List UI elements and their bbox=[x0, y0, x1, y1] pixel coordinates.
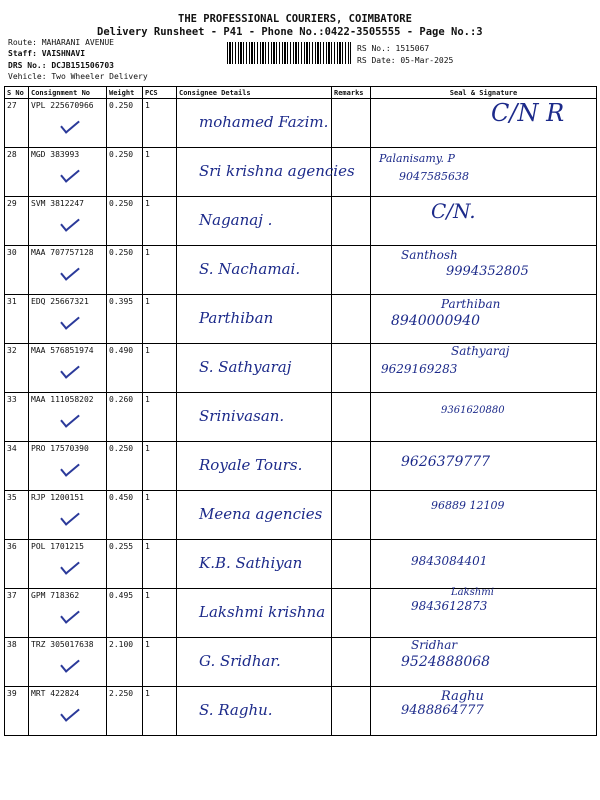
remarks-cell bbox=[332, 589, 371, 638]
table-row bbox=[5, 295, 597, 344]
signature-handwriting: 96889 12109 bbox=[431, 499, 505, 512]
weight-cell: 0.250 bbox=[107, 148, 143, 197]
table-row bbox=[5, 638, 597, 687]
checkmark-icon bbox=[60, 311, 80, 329]
weight-cell: 0.250 bbox=[107, 442, 143, 491]
consignment-cell bbox=[29, 687, 107, 736]
signature-handwriting: 8940000940 bbox=[391, 313, 481, 329]
consignment-number: MAA 576851974 bbox=[31, 346, 94, 355]
remarks-cell bbox=[332, 491, 371, 540]
signature-handwriting: Parthiban bbox=[441, 297, 501, 311]
signature-cell bbox=[371, 148, 597, 197]
consignment-number: VPL 225670966 bbox=[31, 101, 94, 110]
weight-cell: 0.395 bbox=[107, 295, 143, 344]
table-header-row bbox=[5, 87, 597, 99]
remarks-cell bbox=[332, 246, 371, 295]
signature-cell bbox=[371, 344, 597, 393]
checkmark-icon bbox=[60, 164, 80, 182]
consignment-number: EDQ 25667321 bbox=[31, 297, 89, 306]
serial-number-cell: 34 bbox=[5, 442, 29, 491]
col-header: Consignment No bbox=[29, 87, 107, 99]
signature-handwriting: Lakshmi bbox=[451, 587, 494, 598]
signature-cell bbox=[371, 687, 597, 736]
weight-cell: 0.450 bbox=[107, 491, 143, 540]
pcs-cell: 1 bbox=[143, 589, 177, 638]
consignee-cell bbox=[177, 442, 332, 491]
consignee-cell bbox=[177, 246, 332, 295]
consignment-cell bbox=[29, 295, 107, 344]
table-row bbox=[5, 540, 597, 589]
consignment-cell bbox=[29, 638, 107, 687]
consignee-handwriting: Meena agencies bbox=[199, 505, 323, 523]
serial-number-cell: 32 bbox=[5, 344, 29, 393]
consignee-handwriting: Royale Tours. bbox=[199, 456, 303, 474]
checkmark-icon bbox=[60, 605, 80, 623]
consignment-cell bbox=[29, 540, 107, 589]
signature-handwriting: 9843612873 bbox=[411, 599, 488, 613]
consignee-cell bbox=[177, 491, 332, 540]
serial-number-cell: 30 bbox=[5, 246, 29, 295]
consignee-cell bbox=[177, 393, 332, 442]
signature-handwriting: 9626379777 bbox=[401, 454, 491, 470]
signature-handwriting: 9361620880 bbox=[441, 405, 505, 416]
pcs-cell: 1 bbox=[143, 393, 177, 442]
consignee-handwriting: Sri krishna agencies bbox=[199, 162, 355, 180]
serial-number-cell: 29 bbox=[5, 197, 29, 246]
consignment-cell bbox=[29, 148, 107, 197]
signature-handwriting: 9488864777 bbox=[401, 703, 484, 718]
consignment-cell bbox=[29, 99, 107, 148]
remarks-cell bbox=[332, 295, 371, 344]
table-row bbox=[5, 491, 597, 540]
pcs-cell: 1 bbox=[143, 540, 177, 589]
consignee-handwriting: mohamed Fazim. bbox=[199, 113, 329, 131]
consignment-cell bbox=[29, 393, 107, 442]
consignment-number: RJP 1200151 bbox=[31, 493, 84, 502]
pcs-cell: 1 bbox=[143, 295, 177, 344]
consignment-number: GPM 718362 bbox=[31, 591, 80, 600]
consignee-cell bbox=[177, 589, 332, 638]
consignee-cell bbox=[177, 99, 332, 148]
consignee-cell bbox=[177, 295, 332, 344]
pcs-cell: 1 bbox=[143, 246, 177, 295]
consignee-cell bbox=[177, 148, 355, 197]
table-row bbox=[5, 99, 597, 148]
table-row bbox=[5, 589, 597, 638]
remarks-cell bbox=[332, 687, 371, 736]
weight-cell: 0.495 bbox=[107, 589, 143, 638]
serial-number-cell: 38 bbox=[5, 638, 29, 687]
signature-handwriting: 9629169283 bbox=[381, 362, 458, 376]
signature-cell bbox=[371, 197, 597, 246]
pcs-cell: 1 bbox=[143, 638, 177, 687]
serial-number-cell: 28 bbox=[5, 148, 29, 197]
table-row bbox=[5, 344, 597, 393]
signature-handwriting: Sathyaraj bbox=[451, 344, 510, 358]
consignee-cell bbox=[177, 197, 332, 246]
consignee-cell bbox=[177, 638, 332, 687]
remarks-cell bbox=[332, 393, 371, 442]
col-header: Consignee Details bbox=[177, 87, 332, 99]
signature-handwriting: Santhosh bbox=[401, 248, 458, 262]
signature-handwriting: Raghu bbox=[441, 689, 484, 704]
route-text: Route: MAHARANI AVENUE bbox=[8, 38, 114, 47]
signature-cell bbox=[371, 246, 597, 295]
signature-handwriting: Palanisamy. P bbox=[379, 152, 455, 165]
table-row bbox=[5, 687, 597, 736]
consignee-handwriting: G. Sridhar. bbox=[199, 652, 281, 670]
consignment-cell bbox=[29, 442, 107, 491]
weight-cell: 0.250 bbox=[107, 197, 143, 246]
table-row bbox=[5, 148, 597, 197]
serial-number-cell: 39 bbox=[5, 687, 29, 736]
consignment-number: MAA 111058202 bbox=[31, 395, 94, 404]
consignee-cell bbox=[177, 540, 332, 589]
col-header: Weight bbox=[107, 87, 143, 99]
signature-handwriting: 9047585638 bbox=[399, 170, 469, 183]
company-name: THE PROFESSIONAL COURIERS, COIMBATORE bbox=[178, 13, 412, 25]
checkmark-icon bbox=[60, 115, 80, 133]
consignee-handwriting: K.B. Sathiyan bbox=[199, 554, 303, 572]
signature-cell bbox=[371, 295, 597, 344]
signature-handwriting: 9843084401 bbox=[411, 554, 488, 568]
col-header: PCS bbox=[143, 87, 177, 99]
serial-number-cell: 33 bbox=[5, 393, 29, 442]
consignee-handwriting: Srinivasan. bbox=[199, 407, 285, 425]
consignee-cell bbox=[177, 687, 332, 736]
checkmark-icon bbox=[60, 703, 80, 721]
consignment-cell bbox=[29, 344, 107, 393]
signature-handwriting: 9524888068 bbox=[401, 654, 491, 670]
pcs-cell: 1 bbox=[143, 197, 177, 246]
weight-cell: 0.260 bbox=[107, 393, 143, 442]
consignment-cell bbox=[29, 589, 107, 638]
sheet-title: Delivery Runsheet - P41 - Phone No.:0422-3505555 - Page No.:3 bbox=[97, 26, 483, 38]
drs-text: DRS No.: DCJB151506703 bbox=[8, 61, 114, 70]
pcs-cell: 1 bbox=[143, 99, 177, 148]
checkmark-icon bbox=[60, 409, 80, 427]
pcs-cell: 1 bbox=[143, 344, 177, 393]
checkmark-icon bbox=[60, 654, 80, 672]
signature-cell bbox=[371, 589, 597, 638]
consignment-number: MAA 707757128 bbox=[31, 248, 94, 257]
table-row bbox=[5, 442, 597, 491]
consignment-cell bbox=[29, 491, 107, 540]
signature-handwriting: C/N R bbox=[491, 99, 565, 127]
rs-date: RS Date: 05-Mar-2025 bbox=[357, 56, 454, 65]
remarks-cell bbox=[332, 638, 371, 687]
signature-cell bbox=[371, 491, 597, 540]
remarks-cell bbox=[332, 197, 371, 246]
col-header: Seal & Signature bbox=[371, 87, 597, 99]
signature-cell bbox=[371, 99, 597, 148]
serial-number-cell: 27 bbox=[5, 99, 29, 148]
signature-handwriting: C/N. bbox=[431, 199, 476, 223]
checkmark-icon bbox=[60, 556, 80, 574]
delivery-table bbox=[4, 86, 597, 736]
consignee-handwriting: Parthiban bbox=[199, 309, 274, 327]
consignee-handwriting: S. Raghu. bbox=[199, 701, 273, 719]
weight-cell: 0.255 bbox=[107, 540, 143, 589]
pcs-cell: 1 bbox=[143, 491, 177, 540]
checkmark-icon bbox=[60, 213, 80, 231]
consignment-cell bbox=[29, 197, 107, 246]
consignee-handwriting: S. Nachamai. bbox=[199, 260, 301, 278]
checkmark-icon bbox=[60, 262, 80, 280]
consignment-cell bbox=[29, 246, 107, 295]
table-row bbox=[5, 246, 597, 295]
weight-cell: 2.100 bbox=[107, 638, 143, 687]
table-row bbox=[5, 197, 597, 246]
pcs-cell: 1 bbox=[143, 687, 177, 736]
serial-number-cell: 35 bbox=[5, 491, 29, 540]
weight-cell: 0.490 bbox=[107, 344, 143, 393]
signature-cell bbox=[371, 540, 597, 589]
consignment-number: TRZ 305017638 bbox=[31, 640, 94, 649]
barcode bbox=[227, 42, 351, 64]
remarks-cell bbox=[332, 344, 371, 393]
consignee-handwriting: S. Sathyaraj bbox=[199, 358, 292, 376]
consignment-number: POL 1701215 bbox=[31, 542, 84, 551]
serial-number-cell: 36 bbox=[5, 540, 29, 589]
staff-text: Staff: VAISHNAVI bbox=[8, 49, 86, 58]
consignment-number: SVM 3812247 bbox=[31, 199, 84, 208]
signature-cell bbox=[371, 638, 597, 687]
col-header: S No bbox=[5, 87, 29, 99]
serial-number-cell: 37 bbox=[5, 589, 29, 638]
consignee-handwriting: Naganaj . bbox=[199, 211, 273, 229]
checkmark-icon bbox=[60, 507, 80, 525]
checkmark-icon bbox=[60, 458, 80, 476]
signature-cell bbox=[371, 393, 597, 442]
weight-cell: 2.250 bbox=[107, 687, 143, 736]
remarks-cell bbox=[332, 540, 371, 589]
consignee-cell bbox=[177, 344, 332, 393]
signature-handwriting: 9994352805 bbox=[446, 264, 529, 279]
checkmark-icon bbox=[60, 360, 80, 378]
rs-number: RS No.: 1515067 bbox=[357, 44, 430, 53]
weight-cell: 0.250 bbox=[107, 246, 143, 295]
pcs-cell: 1 bbox=[143, 148, 177, 197]
serial-number-cell: 31 bbox=[5, 295, 29, 344]
weight-cell: 0.250 bbox=[107, 99, 143, 148]
signature-handwriting: Sridhar bbox=[411, 638, 458, 652]
remarks-cell bbox=[332, 99, 371, 148]
consignee-handwriting: Lakshmi krishna bbox=[199, 603, 326, 621]
table-row bbox=[5, 393, 597, 442]
consignment-number: MGD 383993 bbox=[31, 150, 80, 159]
remarks-cell bbox=[332, 442, 371, 491]
consignment-number: MRT 422824 bbox=[31, 689, 80, 698]
signature-cell bbox=[371, 442, 597, 491]
consignment-number: PRO 17570390 bbox=[31, 444, 89, 453]
col-header: Remarks bbox=[332, 87, 371, 99]
vehicle-text: Vehicle: Two Wheeler Delivery bbox=[8, 72, 148, 81]
pcs-cell: 1 bbox=[143, 442, 177, 491]
